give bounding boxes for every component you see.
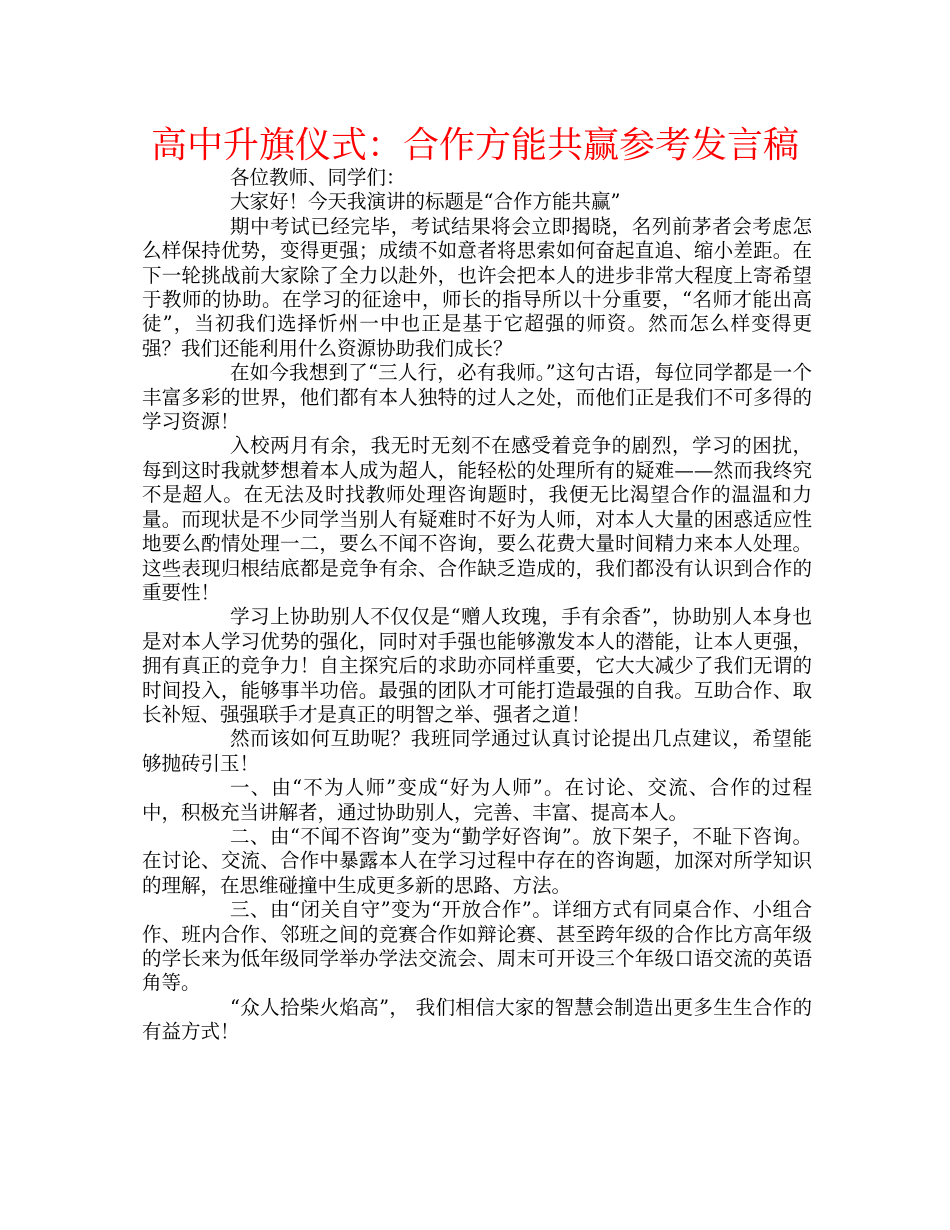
body-paragraph: 然而该如何互助呢？我班同学通过认真讨论提出几点建议，希望能够抛砖引玉！ [142,727,812,775]
salutation-paragraph: 各位教师、同学们： [230,166,406,189]
body-paragraph: 在如今我想到了“三人行，必有我师。”这句古语，每位同学都是一个丰富多彩的世界，他们都有本人独特的过人之处，而他们正是我们不可多得的学习资源！ [142,361,812,434]
closing-paragraph: “众人拾柴火焰高”， 我们相信大家的智慧会制造出更多生生合作的有益方式！ [142,995,812,1044]
suggestion-item: 二、由“不闻不咨询”变为“勤学好咨询”。放下架子，不耻下咨询。在讨论、交流、合作中暴露本人在学习过程中存在的咨询题，加深对所学知识的理解，在思维碰撞中生成更多新的思路、方法。 [142,824,812,897]
body-paragraph: 入校两月有余，我无时无刻不在感受着竞争的剧烈，学习的困扰，每到这时我就梦想着本人成为超人，能轻松的处理所有的疑难——然而我终究不是超人。在无法及时找教师处理咨询题时，我便无比渴望合作的温温和力量。而现状是不少同学当别人有疑难时不好为人师，对本人大量的困惑适应性地要么酌情处理一二，要么不闻不咨询，要么花费大量时间精力来本人处理。这些表现归根结底都是竞争有余、合作缺乏造成的，我们都没有认识到合作的重要性！ [142,434,812,604]
greeting-paragraph: 大家好！今天我演讲的标题是“合作方能共赢” [230,190,621,214]
suggestion-item: 三、由“闭关自守”变为“开放合作”。详细方式有同桌合作、小组合作、班内合作、邻班之间的竞赛合作如辩论赛、甚至跨年级的合作比方高年级的学长来为低年级同学举办学法交流会、周末可开设三个年级口语交流的英语角等。 [142,898,812,995]
document-title: 高中升旗仪式：合作方能共赢参考发言稿 [150,125,799,166]
suggestion-item: 一、由“不为人师”变成“好为人师”。在讨论、交流、合作的过程中，积极充当讲解者，通过协助别人，完善、丰富、提高本人。 [142,776,812,824]
body-paragraph: 学习上协助别人不仅仅是“赠人玫瑰，手有余香”，协助别人本身也是对本人学习优势的强化，同时对手强也能够激发本人的潜能，让本人更强，拥有真正的竞争力！自主探究后的求助亦同样重要，它大大减少了我们无谓的时间投入，能够事半功倍。最强的团队才可能打造最强的自我。互助合作、取长补短、强强联手才是真正的明智之举、强者之道！ [142,605,812,726]
body-paragraph: 期中考试已经完毕，考试结果将会立即揭晓，名列前茅者会考虑怎么样保持优势，变得更强；成绩不如意者将思索如何奋起直追、缩小差距。在下一轮挑战前大家除了全力以赴外，也许会把本人的进步非常大程度上寄希望于教师的协助。在学习的征途中，师长的指导所以十分重要，“名师才能出高徒”，当初我们选择忻州一中也正是基于它超强的师资。然而怎么样变得更强？我们还能利用什么资源协助我们成长？ [142,214,812,360]
document-body [142,166,812,1045]
